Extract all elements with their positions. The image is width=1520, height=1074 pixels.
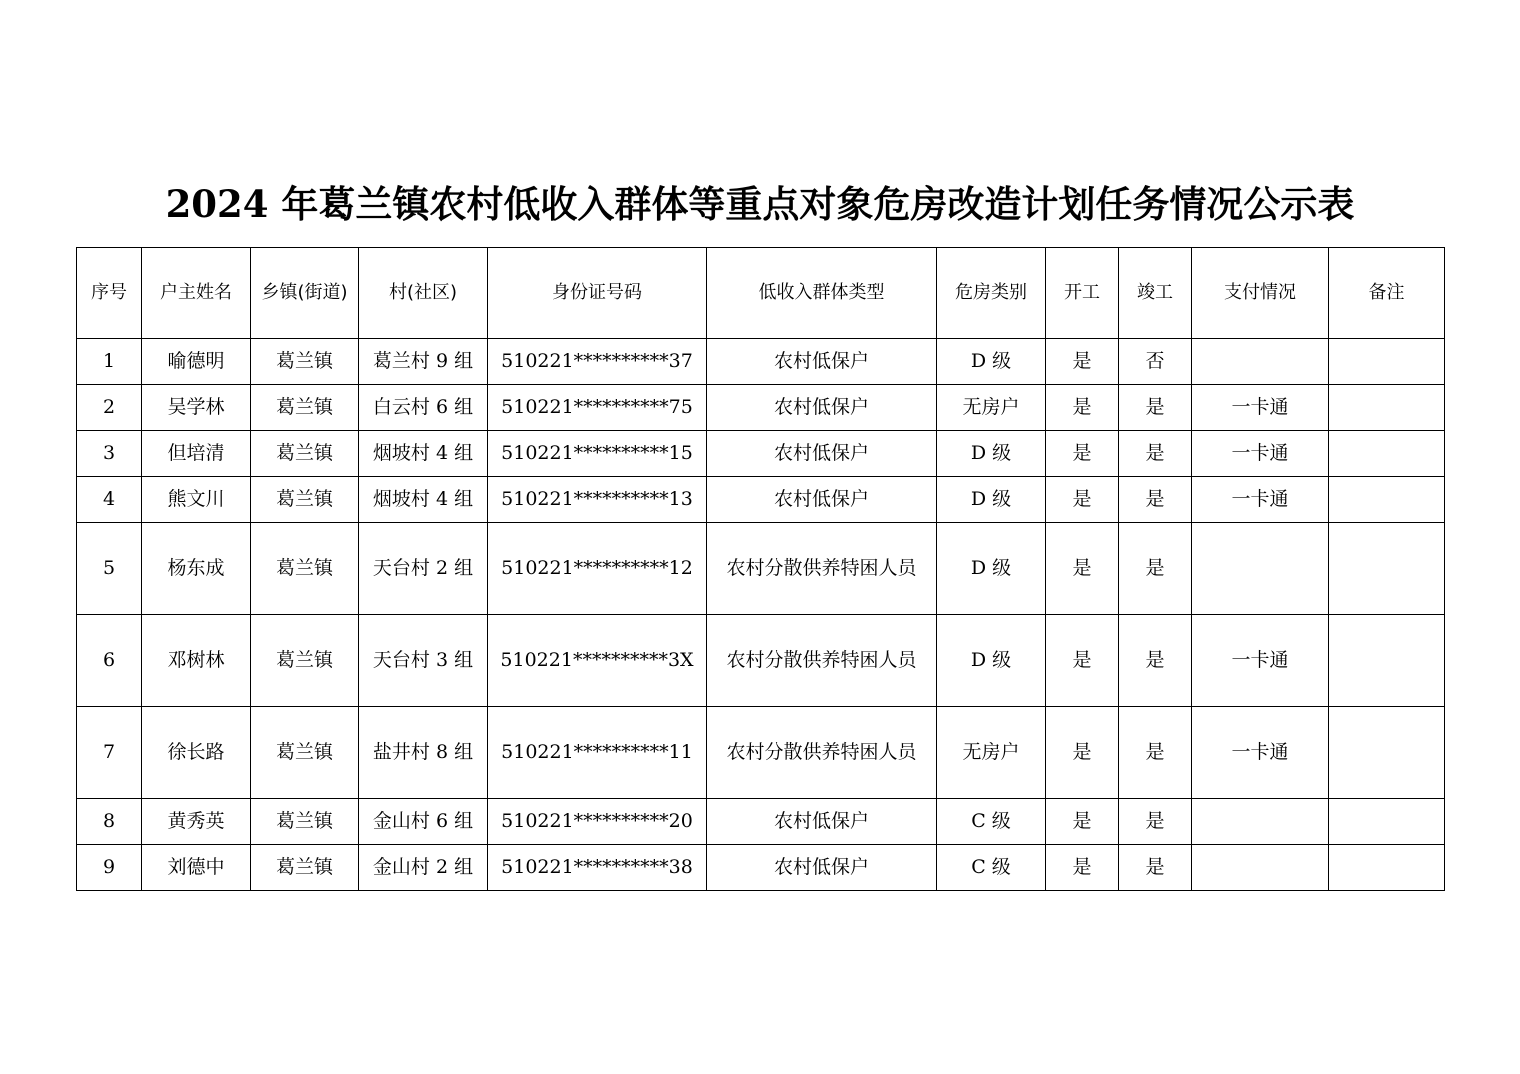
table-cell: 是 (1119, 615, 1192, 707)
table-cell (1329, 431, 1445, 477)
table-cell: 是 (1046, 477, 1119, 523)
table-cell: 1 (77, 339, 142, 385)
table-cell: 葛兰镇 (251, 845, 359, 891)
table-cell: 是 (1046, 707, 1119, 799)
table-cell: 金山村 6 组 (359, 799, 488, 845)
header-cell: 序号 (77, 248, 142, 339)
header-cell: 开工 (1046, 248, 1119, 339)
table-cell: 4 (77, 477, 142, 523)
page-title: 2024 年葛兰镇农村低收入群体等重点对象危房改造计划任务情况公示表 (165, 182, 1355, 226)
table-cell: 邓树林 (142, 615, 251, 707)
table-cell: 葛兰镇 (251, 523, 359, 615)
table-cell: 一卡通 (1192, 431, 1329, 477)
table-cell: 是 (1119, 431, 1192, 477)
table-cell: 一卡通 (1192, 615, 1329, 707)
header-cell: 备注 (1329, 248, 1445, 339)
table-row (77, 385, 1445, 431)
table-row (77, 477, 1445, 523)
table-cell: D 级 (937, 615, 1046, 707)
table-cell: 510221**********20 (488, 799, 707, 845)
table-cell: 农村分散供养特困人员 (707, 523, 937, 615)
table-cell: 一卡通 (1192, 707, 1329, 799)
table-cell: 金山村 2 组 (359, 845, 488, 891)
table-cell: 徐长路 (142, 707, 251, 799)
table-cell (1329, 707, 1445, 799)
table-row (77, 339, 1445, 385)
table-cell (1329, 477, 1445, 523)
table-cell: 一卡通 (1192, 477, 1329, 523)
table-cell: 是 (1046, 523, 1119, 615)
table-cell: 510221**********38 (488, 845, 707, 891)
table-cell: 5 (77, 523, 142, 615)
table-cell: 葛兰镇 (251, 339, 359, 385)
table-cell: 3 (77, 431, 142, 477)
table-cell: 6 (77, 615, 142, 707)
table-cell: 否 (1119, 339, 1192, 385)
header-cell: 支付情况 (1192, 248, 1329, 339)
table-cell: 510221**********3X (488, 615, 707, 707)
table-row (77, 431, 1445, 477)
table-cell (1329, 523, 1445, 615)
table-cell: 天台村 3 组 (359, 615, 488, 707)
table-cell: D 级 (937, 431, 1046, 477)
header-cell: 竣工 (1119, 248, 1192, 339)
table-cell (1192, 339, 1329, 385)
table-cell: 510221**********12 (488, 523, 707, 615)
table-cell: 葛兰镇 (251, 385, 359, 431)
table-cell: 510221**********75 (488, 385, 707, 431)
table-cell: C 级 (937, 799, 1046, 845)
table-cell: 葛兰村 9 组 (359, 339, 488, 385)
table-cell (1329, 799, 1445, 845)
table-cell (1192, 523, 1329, 615)
header-cell: 危房类别 (937, 248, 1046, 339)
table-cell: 盐井村 8 组 (359, 707, 488, 799)
header-cell: 低收入群体类型 (707, 248, 937, 339)
table-cell: 葛兰镇 (251, 477, 359, 523)
table-cell: C 级 (937, 845, 1046, 891)
table-cell: 葛兰镇 (251, 707, 359, 799)
table-cell: 9 (77, 845, 142, 891)
table-cell: 农村低保户 (707, 799, 937, 845)
table-row (77, 615, 1445, 707)
reconstruction-table (76, 247, 1445, 891)
table-cell: 烟坡村 4 组 (359, 477, 488, 523)
table-cell: 农村低保户 (707, 477, 937, 523)
header-cell: 身份证号码 (488, 248, 707, 339)
table-cell (1329, 385, 1445, 431)
table-cell: 510221**********13 (488, 477, 707, 523)
table-cell: 无房户 (937, 707, 1046, 799)
table-cell: D 级 (937, 523, 1046, 615)
table-cell: 农村低保户 (707, 845, 937, 891)
table-cell: D 级 (937, 339, 1046, 385)
table-row (77, 799, 1445, 845)
table-cell: 农村低保户 (707, 385, 937, 431)
table-cell: 无房户 (937, 385, 1046, 431)
table-cell: 510221**********11 (488, 707, 707, 799)
header-cell: 村(社区) (359, 248, 488, 339)
table-cell: 是 (1119, 707, 1192, 799)
table-cell: 2 (77, 385, 142, 431)
table-cell (1329, 615, 1445, 707)
table-cell: 农村分散供养特困人员 (707, 615, 937, 707)
table-cell: 是 (1046, 385, 1119, 431)
table-cell: 是 (1119, 523, 1192, 615)
table-cell: 黄秀英 (142, 799, 251, 845)
table-cell (1329, 845, 1445, 891)
table-cell: 农村分散供养特困人员 (707, 707, 937, 799)
table-cell: 天台村 2 组 (359, 523, 488, 615)
table-cell: 喻德明 (142, 339, 251, 385)
table-row (77, 845, 1445, 891)
table-cell: 吴学林 (142, 385, 251, 431)
table-cell: 7 (77, 707, 142, 799)
header-cell: 户主姓名 (142, 248, 251, 339)
table-cell: 是 (1046, 339, 1119, 385)
table-cell: 是 (1046, 615, 1119, 707)
table-cell: 烟坡村 4 组 (359, 431, 488, 477)
table-cell (1329, 339, 1445, 385)
table-cell: 刘德中 (142, 845, 251, 891)
table-cell: 熊文川 (142, 477, 251, 523)
table-cell: 510221**********37 (488, 339, 707, 385)
table-cell: 农村低保户 (707, 431, 937, 477)
table-cell: 葛兰镇 (251, 799, 359, 845)
table-cell (1192, 845, 1329, 891)
table-cell: 是 (1119, 845, 1192, 891)
table-row (77, 523, 1445, 615)
table-cell: 8 (77, 799, 142, 845)
table-cell: 葛兰镇 (251, 431, 359, 477)
table-cell: 一卡通 (1192, 385, 1329, 431)
table-cell: 杨东成 (142, 523, 251, 615)
table-cell: 是 (1046, 845, 1119, 891)
table-cell: 是 (1119, 385, 1192, 431)
table-cell: 葛兰镇 (251, 615, 359, 707)
table-cell: 是 (1119, 477, 1192, 523)
table-cell: 是 (1046, 799, 1119, 845)
table-cell: 但培清 (142, 431, 251, 477)
table-cell: 510221**********15 (488, 431, 707, 477)
table-cell: 是 (1119, 799, 1192, 845)
table-cell: 农村低保户 (707, 339, 937, 385)
table-cell (1192, 799, 1329, 845)
table-cell: 是 (1046, 431, 1119, 477)
table-cell: D 级 (937, 477, 1046, 523)
header-row (77, 248, 1445, 339)
table-cell: 白云村 6 组 (359, 385, 488, 431)
header-cell: 乡镇(街道) (251, 248, 359, 339)
table-row (77, 707, 1445, 799)
